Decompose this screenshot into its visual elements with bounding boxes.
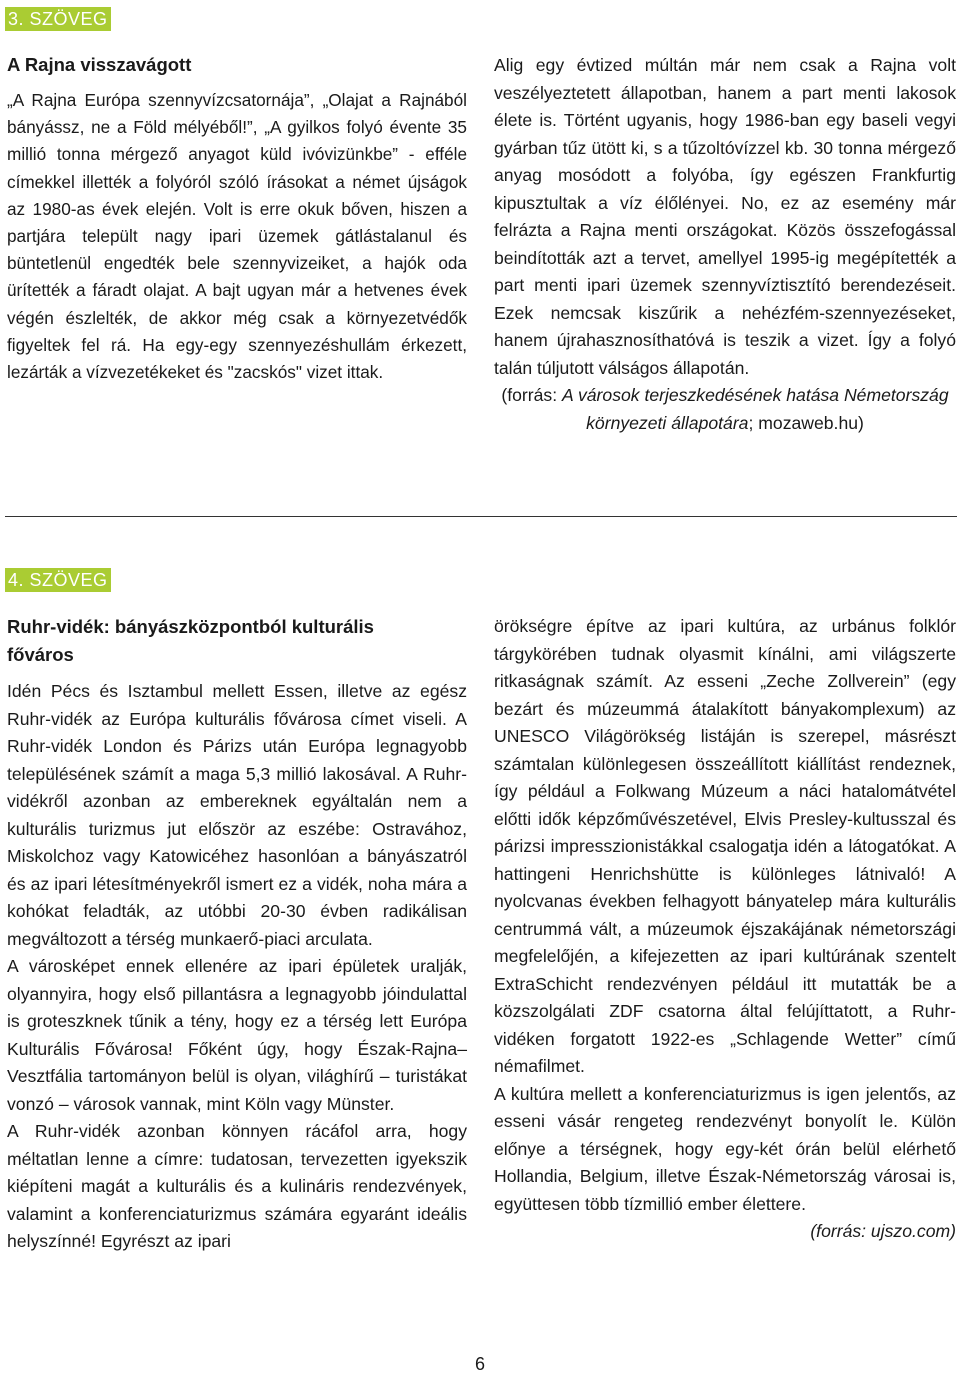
section-3-source-prefix: (forrás: xyxy=(501,385,562,405)
section-3-right-column xyxy=(494,52,956,437)
section-3-title: A Rajna visszavágott xyxy=(7,54,192,75)
section-3-source-suffix: ; mozaweb.hu) xyxy=(748,412,864,433)
section-4-paragraph: Idén Pécs és Isztambul mellett Essen, illetve az egész Ruhr-vidék az Európa kulturális fővárosa címet viseli. A Ruhr-vidék London és Párizs után Európa legnagyobb településének számít a maga 5,3 millió lakosával. A Ruhr-vidékről azonban az embereknek egyáltalán nem a kulturális turizmus jut először az eszébe: Ostravához, Miskolchoz vagy Katowicéhez hasonlóan a bányászatról és az ipari létesítményekről ismert ez a vidék, noha mára a kohókat feladták, az utóbbi 20-30 évben radikálisan megváltozott a térség munkaerő-piaci arculata. xyxy=(7,681,467,949)
section-4-right-column xyxy=(494,613,956,1246)
section-4-left-column xyxy=(7,613,467,1256)
section-4-source xyxy=(494,1218,956,1246)
section-3-source xyxy=(494,382,956,437)
section-3-tag: 3. SZÖVEG xyxy=(5,7,111,31)
section-4-paragraph: örökségre építve az ipari kultúra, az urbánus folklór tárgykörében tudnak olyasmit kínálni, ami világszerte ritkaságnak számít. Az esseni „Zeche Zollverein” (egy bezárt és múzeummá átalakított bányakomplexum) az UNESCO Világörökség listáján is szerepel, másrészt számtalan különlegesen összeállított kiállítást rendeznek, így például a Folkwang Múzeum a náci hatalomátvétel előtti idők képzőművészetével, Elvis Presley-kultusszal és párizsi impresszionistákkal csalogatja idén a látogatókat. A hattingeni Henrichshütte is különleges látnivaló! A nyolcvanas években felhagyott bányatelep mára kulturális centrummá vált, a múzeumok éjszakájának németországi megfelelőjén, a kifejezetten az ipari kultúrának szentelt ExtraSchicht rendezvényen például itt mutatták be a közszolgálati ZDF csatorna által felújíttatott, a Ruhr-vidéken forgatott 1922-es „Schlagende Wetter” című némafilmet. xyxy=(494,616,956,1076)
section-4-title: Ruhr-vidék: bányászközpontból kulturális főváros xyxy=(7,616,374,665)
section-3-paragraph-2: Alig egy évtized múltán már nem csak a Rajna volt veszélyeztetett állapotban, hanem a part menti lakosok élete is. Történt ugyanis, hogy 1986-ban egy baseli vegyi gyárban tűz ütött ki, s a tűzoltóvízzel kb. 30 tonna mérgező anyag mosódott a folyóba, így egészen Frankfurtig kipusztultak a víz élőlényei. No, ez az esemény már felrázta a Rajna menti országokat. Közös összefogással beindították azt a tervet, amellyel 1995-ig megépítették a part menti ipari üzemek szennyvíztisztító berendezéseit. Ezek nemcsak kiszűrik a nehézfém-szennyezéseket, hanem újrahasznosíthatóvá is teszik a vizet. Így a folyó talán túljutott válságos állapotán. xyxy=(494,55,956,378)
section-4-paragraph: A városképet ennek ellenére az ipari épületek uralják, olyannyira, hogy első pillantásra a legnagyobb jóindulattal is groteszknek tűnik a tény, hogy ez a térség lett Európa Kulturális Fővárosa! Főként úgy, hogy Észak-Rajna–Vesztfália tartományon belül is olyan, világhírű – turistákat vonzó – városok vannak, mint Köln vagy Münster. xyxy=(7,956,467,1114)
section-3-left-column xyxy=(7,51,467,386)
section-divider xyxy=(5,516,957,517)
section-3-source-title: A városok terjeszkedésének hatása Németország környezeti állapotára xyxy=(562,385,949,433)
section-4-source-text: (forrás: ujszo.com) xyxy=(810,1221,956,1241)
section-4-paragraph: A Ruhr-vidék azonban könnyen rácáfol arra, hogy méltatlan lenne a címre: tudatosan, tervezetten igyekszik kiépíteni magát a kulturális és a kulináris rendezvények, valamint a konferenciaturizmus számára egyaránt ideális helyszínné! Egyrészt az ipari xyxy=(7,1121,467,1251)
section-3-paragraph-1: „A Rajna Európa szennyvízcsatornája”, „Olajat a Rajnából bányássz, ne a Föld mélyéből!”, „A gyilkos folyó évente 35 millió tonna mérgező anyagot küld ivóvizünkbe” - efféle címekkel illették a folyóról szóló írásokat a német újságok az 1980-as évek elején. Volt is erre okuk bőven, hiszen a partjára települt nagy ipari üzemek gátlástalanul és büntetlenül engedték bele szennyvizeiket, a hajók oda ürítették a fáradt olajat. A bajt ugyan már a hetvenes évek végén észlelték, de akkor még csak a környezetvédők figyeltek fel rá. Ha egy-egy szennyezéshullám érkezett, lezárták a vízvezetékeket és "zacskós" vizet ittak. xyxy=(7,90,467,383)
section-4-tag: 4. SZÖVEG xyxy=(5,568,111,592)
page-number: 6 xyxy=(474,1354,485,1374)
section-4-paragraph: A kultúra mellett a konferenciaturizmus is igen jelentős, az esseni vásár rengeteg rendezvényt bonyolít le. Külön előnye a térségnek, hogy egy-két órán belül elérhető Hollandia, Belgium, illetve Észak-Németország városai is, együttesen több tízmillió ember élettere. xyxy=(494,1083,956,1214)
